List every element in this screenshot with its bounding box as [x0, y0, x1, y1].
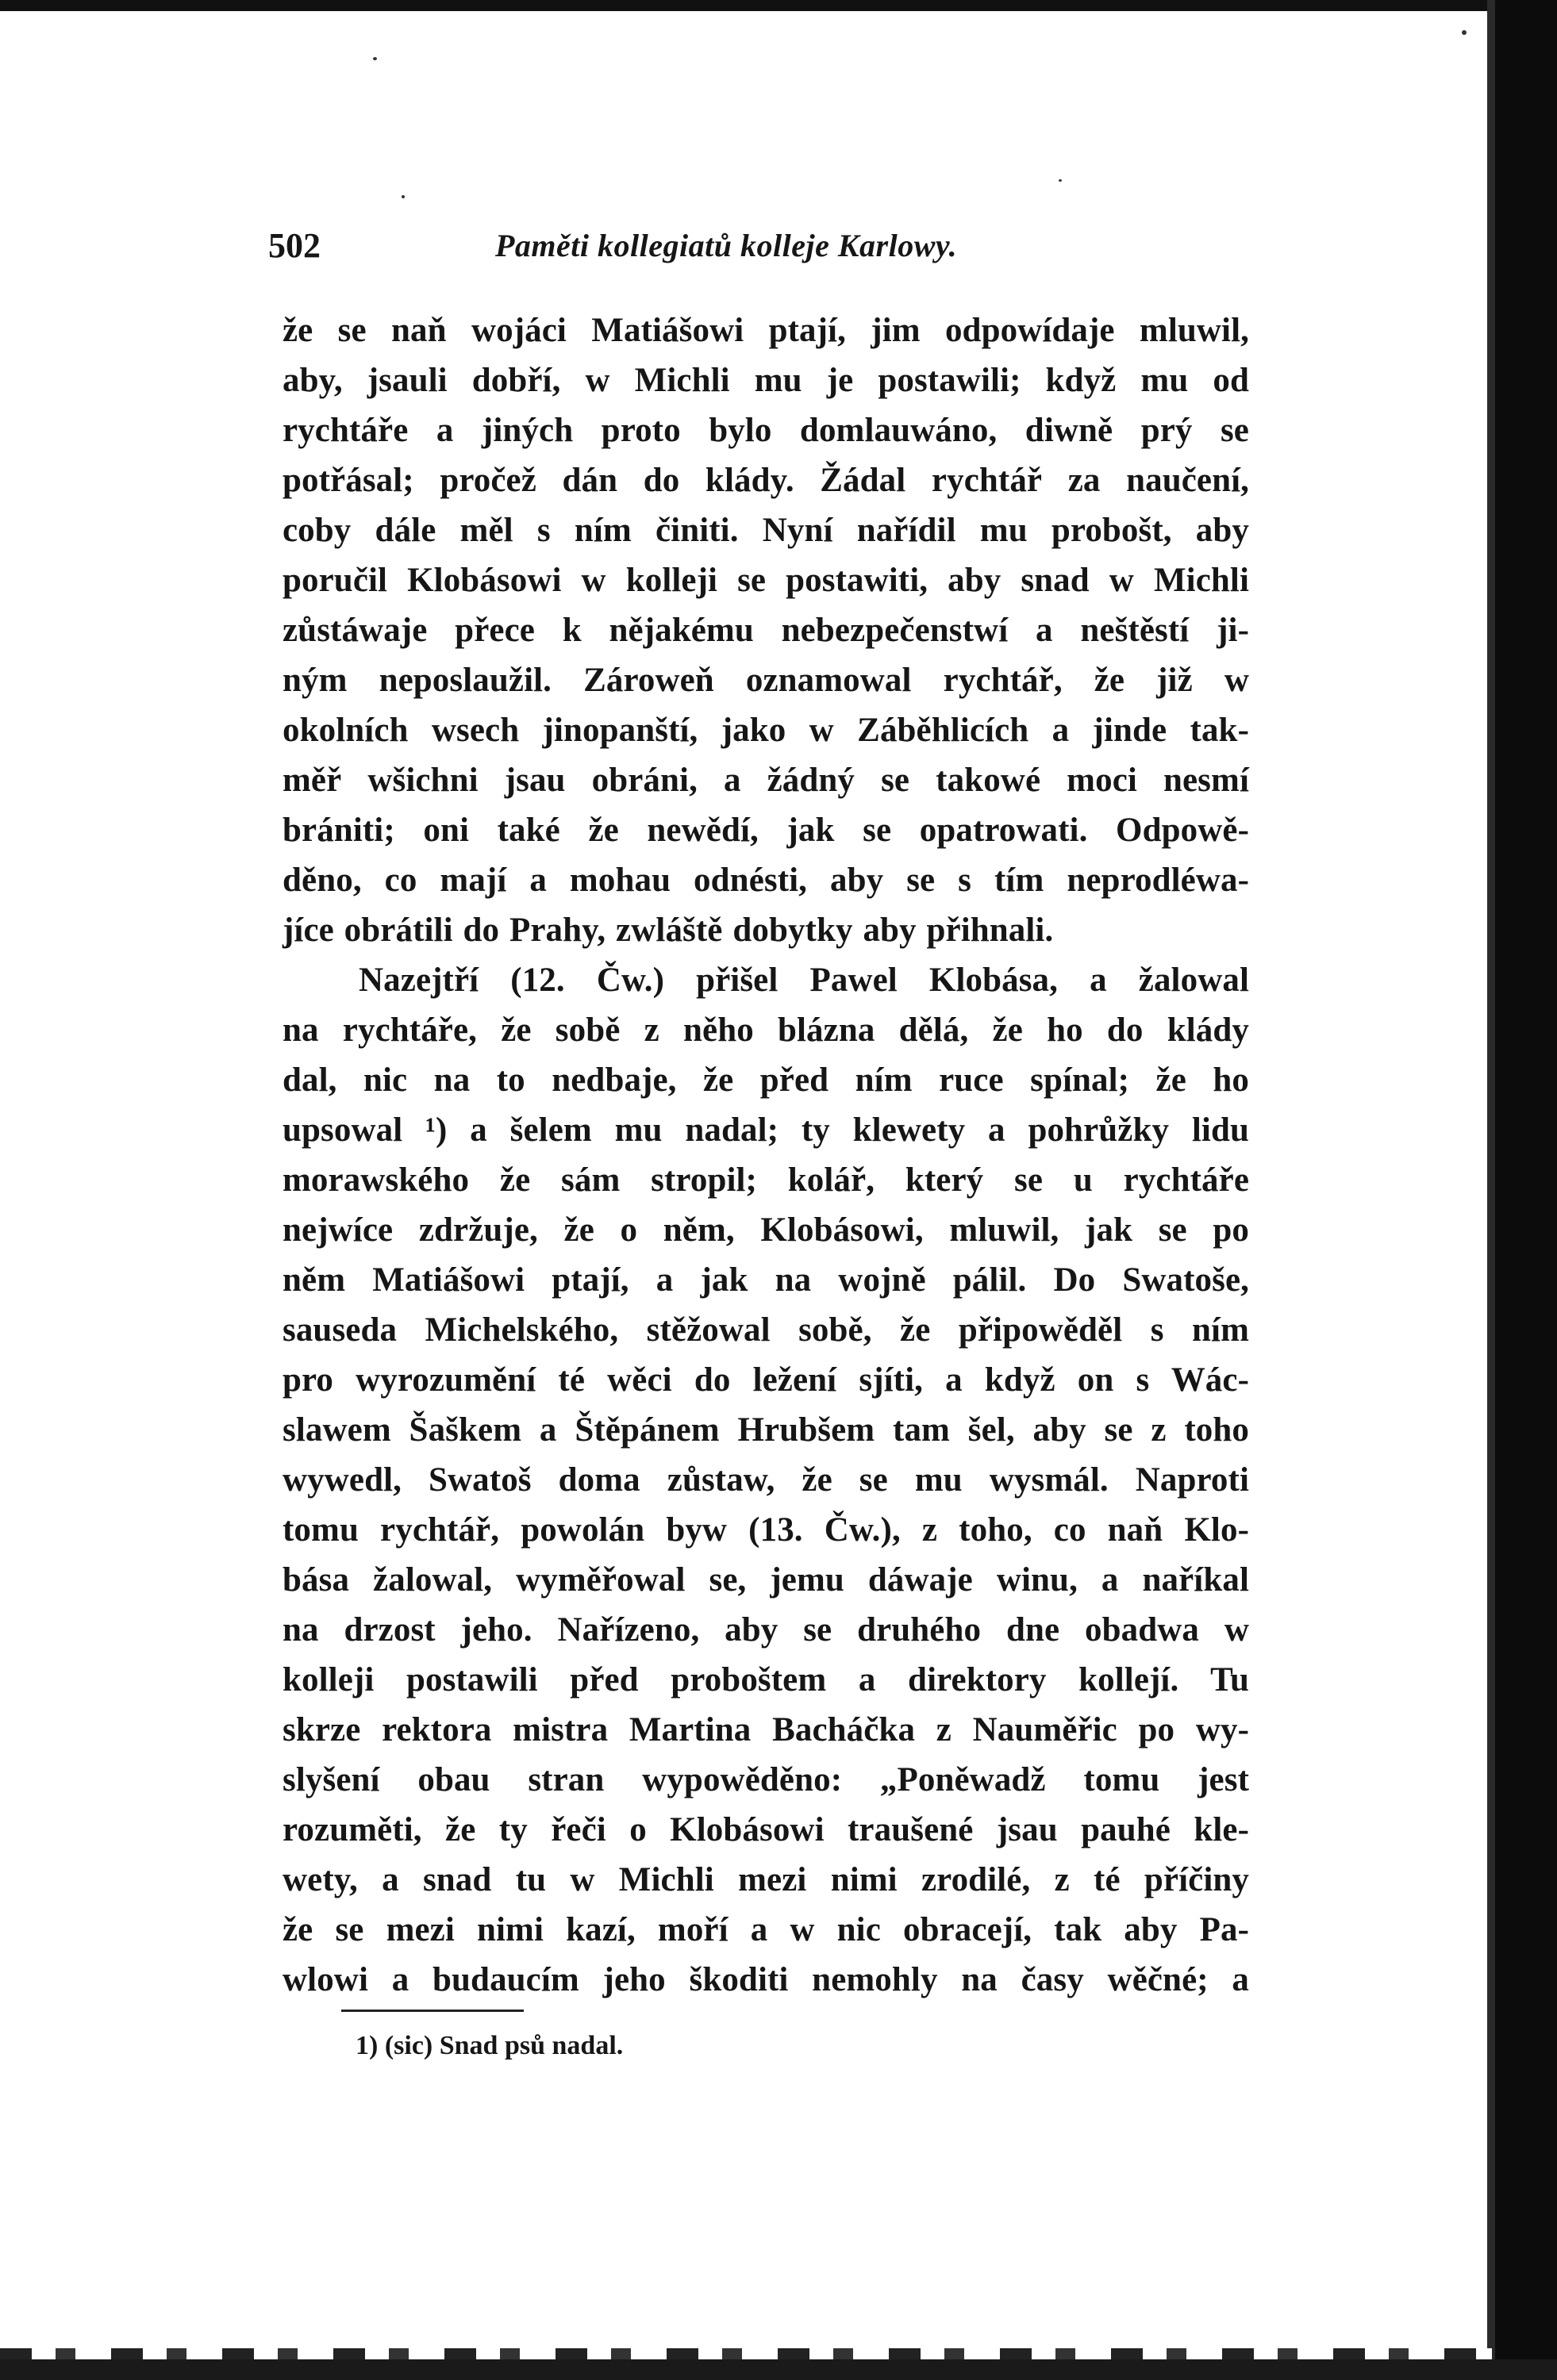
text-line: nejwíce zdržuje, že o něm, Klobásowi, mluwil, jak se po: [283, 1211, 1249, 1249]
scan-border-right-inner: [1487, 0, 1495, 2380]
text-line: bása žalowal, wyměřowal se, jemu dáwaje winu, a naříkal: [283, 1561, 1249, 1599]
scan-speck: [373, 57, 377, 60]
text-line: jíce obrátili do Prahy, zwláště dobytky aby přihnali.: [283, 912, 1054, 949]
footnote: 1) (sic) Snad psů nadal.: [356, 2031, 624, 2060]
text-line: rychtáře a jiných proto bylo domlauwáno, diwně prý se: [283, 412, 1249, 449]
text-line: okolních wsech jinopanští, jako w Záběhlicích a jinde tak-: [283, 712, 1249, 749]
scan-speck: [1462, 30, 1467, 35]
text-line: morawského že sám stropil; kolář, který se u rychtáře: [283, 1161, 1249, 1199]
scan-border-bottom-jagged: [0, 2348, 1492, 2359]
text-line: poručil Klobásowi w kolleji se postawiti, aby snad w Michli: [283, 562, 1249, 599]
scan-speck: [1059, 179, 1062, 182]
text-line: že se mezi nimi kazí, moří a w nic obracejí, tak aby Pa-: [283, 1911, 1249, 1948]
text-line: měř wšichni jsau obráni, a žádný se takowé moci nesmí: [283, 762, 1249, 799]
text-line: skrze rektora mistra Martina Bacháčka z Nauměřic po wy-: [283, 1711, 1249, 1749]
text-line: na rychtáře, že sobě z něho blázna dělá, že ho do klády: [283, 1012, 1249, 1049]
text-line: děno, co mají a mohau odnésti, aby se s tím neprodléwa-: [283, 862, 1249, 899]
text-line: brániti; oni také že newědí, jak se opatrowati. Odpowě-: [283, 812, 1249, 849]
scan-border-right: [1495, 0, 1557, 2380]
text-line: wlowi a budaucím jeho škoditi nemohly na časy wěčné; a: [283, 1961, 1249, 1998]
text-line: aby, jsauli dobří, w Michli mu je postawili; když mu od: [283, 362, 1249, 399]
running-title: Paměti kollegiatů kolleje Karlowy.: [495, 228, 958, 263]
text-line: upsowal ¹) a šelem mu nadal; ty klewety a pohrůžky lidu: [283, 1111, 1249, 1149]
paragraph-first-line: Nazejtří (12. Čw.) přišel Pawel Klobása, a žalowal: [359, 962, 1249, 999]
text-line: sauseda Michelského, stěžowal sobě, že připowěděl s ním: [283, 1311, 1249, 1349]
text-line: zůstáwaje přece k nějakému nebezpečenstwí a neštěstí ji-: [283, 612, 1249, 649]
text-line: rozuměti, že ty řeči o Klobásowi traušené jsau pauhé kle-: [283, 1811, 1249, 1848]
text-line: coby dále měl s ním činiti. Nyní nařídil mu probošt, aby: [283, 512, 1249, 549]
text-line: slyšení obau stran wypowěděno: „Poněwadž tomu jest: [283, 1761, 1249, 1798]
text-line: slawem Šaškem a Štěpánem Hrubšem tam šel, aby se z toho: [283, 1411, 1249, 1449]
text-line: potřásal; pročež dán do klády. Žádal rychtář za naučení,: [283, 462, 1249, 499]
page-number: 502: [268, 226, 321, 265]
text-line: něm Matiášowi ptají, a jak na wojně pálil. Do Swatoše,: [283, 1261, 1249, 1299]
scan-border-top: [0, 0, 1557, 11]
text-line: na drzost jeho. Nařízeno, aby se druhého dne obadwa w: [283, 1611, 1249, 1649]
text-line: wety, a snad tu w Michli mezi nimi zrodilé, z té příčiny: [283, 1861, 1249, 1898]
text-line: kolleji postawili před proboštem a direktory kollejí. Tu: [283, 1661, 1249, 1699]
scan-border-bottom: [0, 2359, 1557, 2380]
text-line: že se naň wojáci Matiášowi ptají, jim odpowídaje mluwil,: [283, 312, 1249, 349]
text-line: dal, nic na to nedbaje, že před ním ruce spínal; že ho: [283, 1061, 1249, 1099]
text-line: pro wyrozumění té wěci do ležení sjíti, a když on s Wác-: [283, 1361, 1249, 1399]
text-line: ným neposlaužil. Zároweň oznamowal rychtář, že již w: [283, 662, 1249, 699]
text-line: wywedl, Swatoš doma zůstaw, že se mu wysmál. Naproti: [283, 1461, 1249, 1499]
scan-speck: [402, 195, 405, 198]
body-text: [283, 305, 1249, 2005]
footnote-divider: [341, 2010, 524, 2012]
text-line: tomu rychtář, powolán byw (13. Čw.), z toho, co naň Klo-: [283, 1511, 1249, 1549]
page-header: [268, 225, 1268, 276]
